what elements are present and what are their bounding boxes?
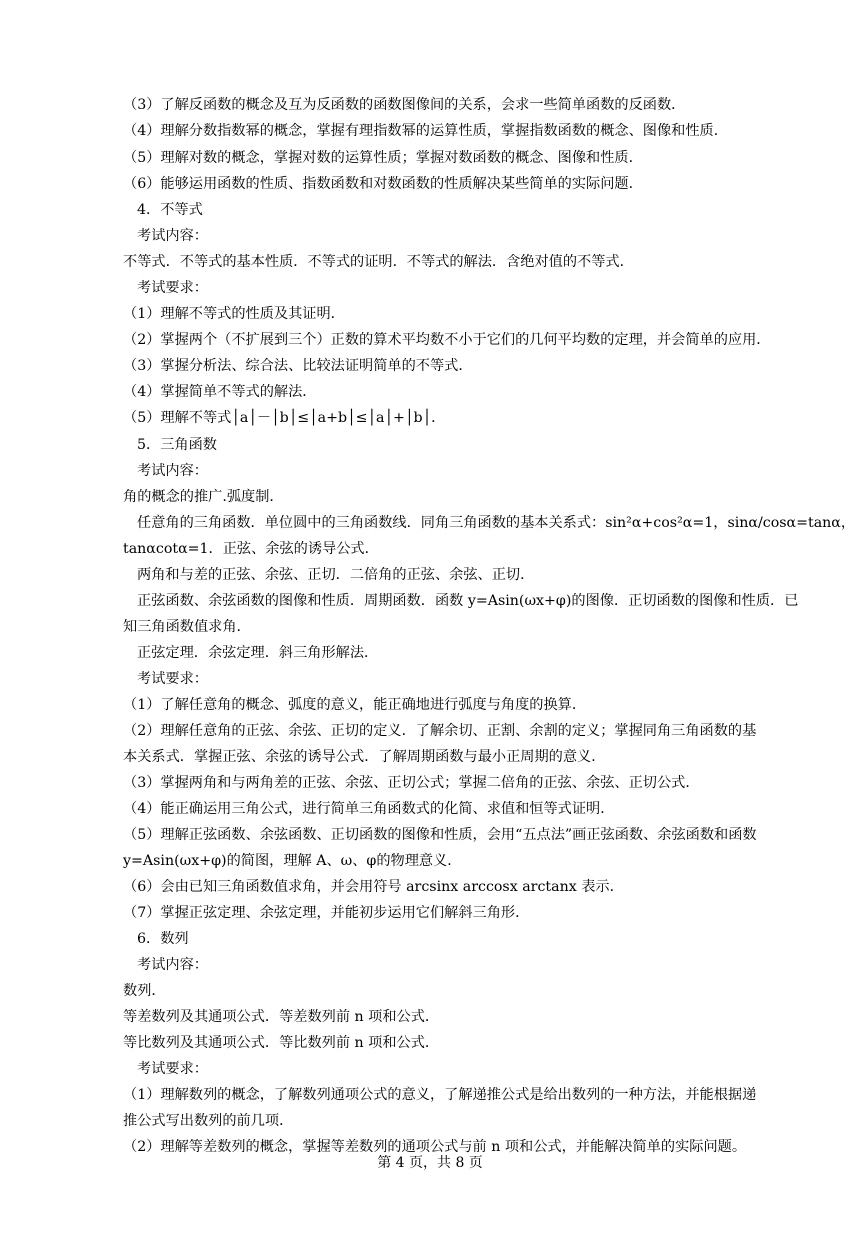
text-line: 正弦函数、余弦函数的图像和性质．周期函数．函数 y=Asin(ωx+φ)的图像．正切函数的图像和性质．已 xyxy=(137,593,799,609)
text-line: 任意角的三角函数．单位圆中的三角函数线．同角三角函数的基本关系式：sin²α+cos²α=1，sinα/cosα=tanα， xyxy=(137,515,856,531)
text-line: （3）掌握两角和与两角差的正弦、余弦、正切公式；掌握二倍角的正弦、余弦、正切公式． xyxy=(123,775,700,791)
text-line: （5）理解对数的概念，掌握对数的运算性质；掌握对数函数的概念、图像和性质． xyxy=(123,150,643,166)
text-line: （3）掌握分析法、综合法、比较法证明简单的不等式． xyxy=(123,358,473,374)
text-line: 考试要求： xyxy=(137,671,208,687)
text-line: （1）了解任意角的概念、弧度的意义，能正确地进行弧度与角度的换算． xyxy=(123,697,587,713)
text-line: （4）理解分数指数幂的概念，掌握有理指数幂的运算性质，掌握指数函数的概念、图像和性质． xyxy=(123,123,728,139)
text-line: 推公式写出数列的前几项． xyxy=(123,1113,294,1129)
text-line: （4）能正确运用三角公式，进行简单三角函数式的化简、求值和恒等式证明． xyxy=(123,801,615,817)
text-line: 角的概念的推广.弧度制． xyxy=(123,489,284,505)
text-line: 考试要求： xyxy=(137,280,208,296)
text-line: （2）掌握两个（不扩展到三个）正数的算术平均数不小于它们的几何平均数的定理，并会简单的应用． xyxy=(123,332,771,348)
text-line: （5）理解正弦函数、余弦函数、正切函数的图像和性质，会用“五点法”画正弦函数、余弦函数和函数 xyxy=(123,827,757,843)
text-line: （5）理解不等式│a│－│b│≤│a+b│≤│a│+│b│． xyxy=(123,410,446,426)
text-line: （1）理解不等式的性质及其证明． xyxy=(123,306,345,322)
text-line: 4．不等式 xyxy=(137,202,203,218)
text-line: 等比数列及其通项公式．等比数列前 n 项和公式． xyxy=(123,1035,440,1051)
text-line: 考试内容： xyxy=(137,957,208,973)
text-line: 考试内容： xyxy=(137,463,208,479)
text-line: 知三角函数值求角． xyxy=(123,619,251,635)
text-line: （4）掌握简单不等式的解法． xyxy=(123,384,317,400)
text-line: y=Asin(ωx+φ)的简图，理解 A、ω、φ的物理意义． xyxy=(123,853,462,869)
text-line: 正弦定理．余弦定理．斜三角形解法． xyxy=(137,645,379,661)
text-line: 等差数列及其通项公式．等差数列前 n 项和公式． xyxy=(123,1009,440,1025)
text-line: 数列． xyxy=(123,983,166,999)
text-line: （6）会由已知三角函数值求角，并会用符号 arcsinx arccosx arctanx 表示． xyxy=(123,879,624,895)
text-line: （7）掌握正弦定理、余弦定理，并能初步运用它们解斜三角形． xyxy=(123,905,530,921)
text-line: 考试要求： xyxy=(137,1061,208,1077)
text-line: （6）能够运用函数的性质、指数函数和对数函数的性质解决某些简单的实际问题． xyxy=(123,176,643,192)
text-line: 6．数列 xyxy=(137,931,189,947)
text-line: 两角和与差的正弦、余弦、正切．二倍角的正弦、余弦、正切． xyxy=(137,567,535,583)
text-line: （2）理解任意角的正弦、余弦、正切的定义．了解余切、正割、余割的定义；掌握同角三角函数的基 xyxy=(123,723,757,739)
page-footer: 第 4 页，共 8 页 xyxy=(377,1155,483,1171)
text-line: tanαcotα=1．正弦、余弦的诱导公式． xyxy=(123,541,379,557)
text-line: （1）理解数列的概念，了解数列通项公式的意义，了解递推公式是给出数列的一种方法，并能根据递 xyxy=(123,1087,757,1103)
text-line: （3）了解反函数的概念及互为反函数的函数图像间的关系，会求一些简单函数的反函数． xyxy=(123,97,686,113)
text-line: 本关系式．掌握正弦、余弦的诱导公式．了解周期函数与最小正周期的意义． xyxy=(123,749,606,765)
text-line: （2）理解等差数列的概念，掌握等差数列的通项公式与前 n 项和公式，并能解决简单的实际问题。 xyxy=(123,1139,747,1155)
text-line: 不等式．不等式的基本性质．不等式的证明．不等式的解法．含绝对值的不等式． xyxy=(123,254,634,270)
text-line: 5．三角函数 xyxy=(137,437,217,453)
text-line: 考试内容： xyxy=(137,228,208,244)
